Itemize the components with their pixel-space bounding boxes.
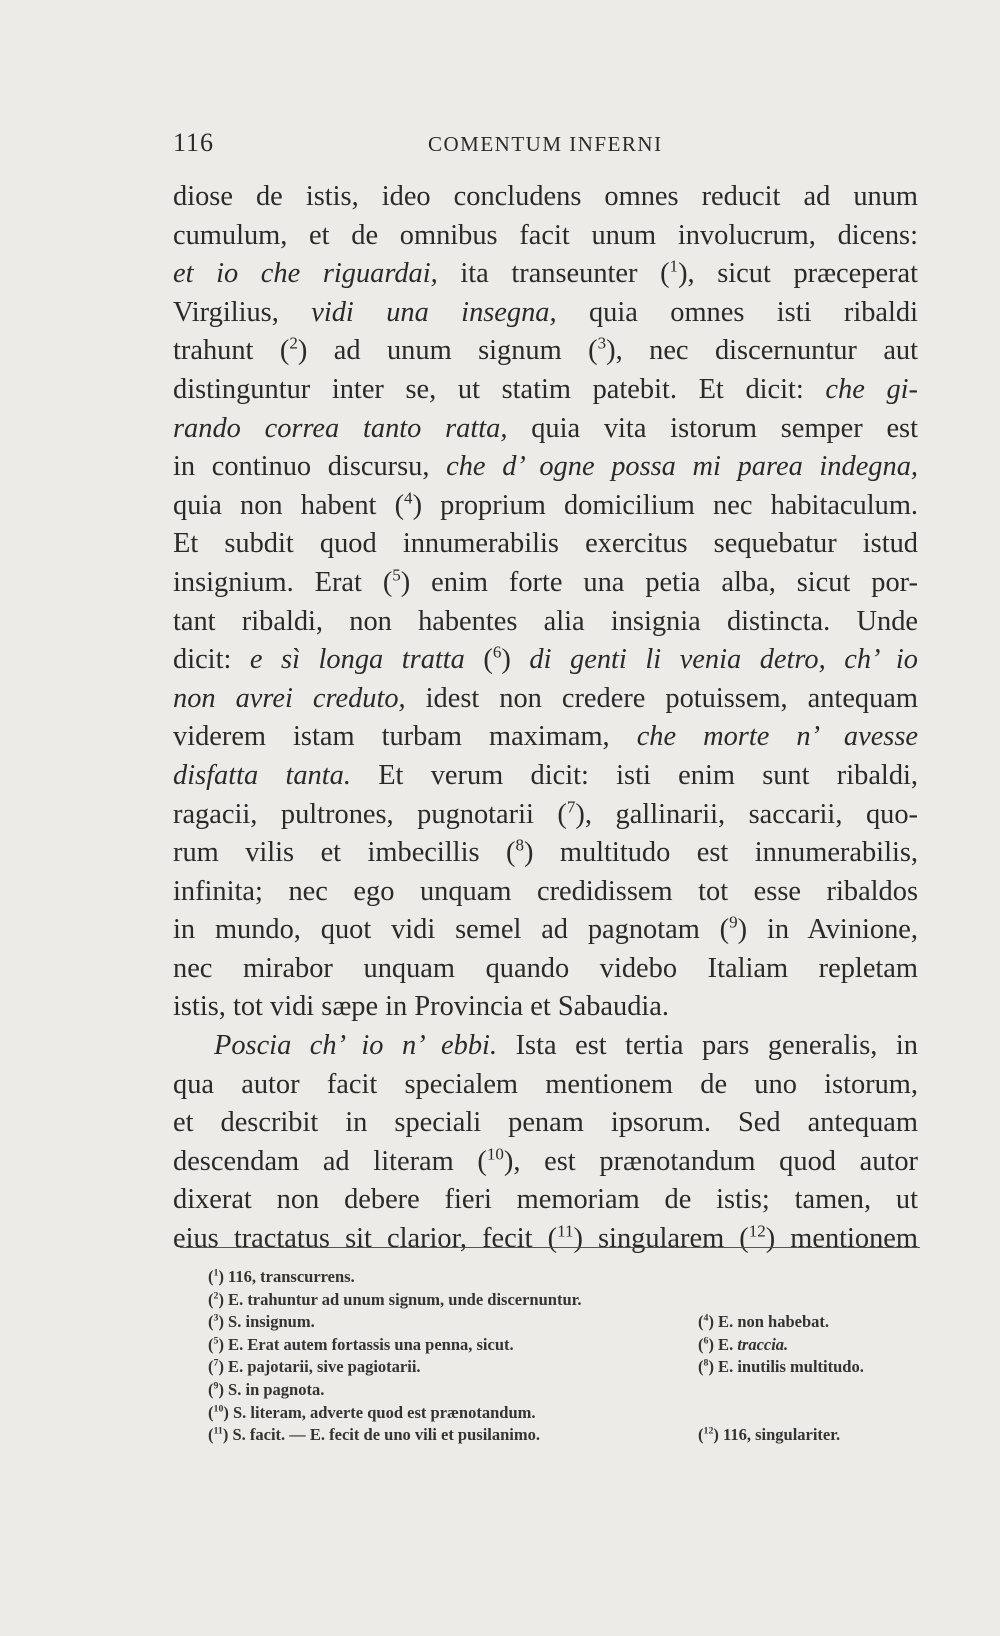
text-line: cumulum, et de omnibus facit unum involucrum, dicens: (173, 219, 918, 251)
text-line: non avrei creduto, idest non credere potuissem, antequam (173, 682, 918, 714)
text-line: descendam ad literam ($^{10}$), est prænotandum quod autor (173, 1144, 918, 1177)
text-line: ragacii, pultrones, pugnotarii ($^7$), gallinarii, saccarii, quo- (173, 797, 919, 830)
footnote-row (208, 1402, 918, 1425)
text-line: istis, tot vidi sæpe in Provincia et Sabaudia. (173, 991, 670, 1023)
footnote-divider (180, 1247, 920, 1248)
text-line: dicit: e sì longa tratta ($^6$) di genti li venia detro, ch’ io (173, 642, 918, 676)
footnote: ($^1$) 116, transcurrens. (208, 1267, 355, 1286)
text-line: insignium. Erat ($^5$) enim forte una petia alba, sicut por- (173, 565, 919, 598)
text-line: in continuo discursu, che d’ ogne possa mi parea indegna, (173, 451, 918, 483)
running-title: COMENTUM INFERNI (428, 132, 663, 156)
text-line: nec mirabor unquam quando videbo Italiam repletam (173, 952, 918, 984)
footnote: ($^8$) E. inutilis multitudo. (698, 1357, 864, 1377)
footnote-row (208, 1334, 918, 1357)
footnote-row (208, 1266, 918, 1289)
text-line: Poscia ch’ io n’ ebbi. Ista est tertia pars generalis, in (214, 1030, 919, 1062)
text-line: Et subdit quod innumerabilis exercitus sequebatur istud (173, 528, 918, 560)
text-line: tant ribaldi, non habentes alia insignia distincta. Unde (173, 605, 918, 637)
footnote: ($^3$) S. insignum. (208, 1312, 315, 1332)
text-line: rum vilis et imbecillis ($^8$) multitudo est innumerabilis, (173, 835, 918, 869)
text-line: trahunt ($^2$) ad unum signum ($^3$), nec discernuntur aut (173, 333, 919, 367)
text-line: eius tractatus sit clarior, fecit ($^{11}$) singularem ($^{12}$) mentionem (173, 1221, 918, 1255)
main-text (173, 178, 918, 1259)
footnote: ($^{11}$) S. facit. — E. fecit de uno vili et pusilanimo. (208, 1425, 541, 1445)
footnote: ($^9$) S. in pagnota. (208, 1379, 325, 1399)
text-line: in mundo, quot vidi semel ad pagnotam ($^9$) in Avinione, (173, 912, 918, 946)
footnote-row (208, 1424, 918, 1447)
text-line: qua autor facit specialem mentionem de uno istorum, (173, 1068, 918, 1100)
page-number: 116 (173, 128, 215, 157)
text-line: disfatta tanta. Et verum dicit: isti enim sunt ribaldi, (173, 759, 918, 791)
text-line: et io che riguardai, ita transeunter ($^1$), sicut præceperat (173, 256, 919, 290)
text-line: infinita; nec ego unquam credidissem tot esse ribaldos (173, 875, 918, 907)
page-header (173, 128, 913, 168)
footnote-row (208, 1379, 918, 1402)
footnote: ($^7$) E. pajotarii, sive pagiotarii. (208, 1357, 421, 1377)
footnote-row (208, 1289, 918, 1312)
text-line: diose de istis, ideo concludens omnes reducit ad unum (173, 181, 918, 212)
footnote-row (208, 1311, 918, 1334)
text-line: distinguntur inter se, ut statim patebit. Et dicit: che gi- (173, 373, 918, 405)
text-line: dixerat non debere fieri memoriam de istis; tamen, ut (173, 1184, 918, 1216)
text-line: et describit in speciali penam ipsorum. Sed antequam (173, 1107, 918, 1139)
text-line: Virgilius, vidi una insegna, quia omnes isti ribaldi (173, 296, 918, 328)
footnote-row (208, 1356, 918, 1379)
text-line: quia non habent ($^4$) proprium domicilium nec habitaculum. (173, 488, 918, 521)
text-line: rando correa tanto ratta, quia vita istorum semper est (173, 412, 918, 444)
footnote: ($^{10}$) S. literam, adverte quod est prænotandum. (208, 1402, 536, 1422)
footnote: ($^{12}$) 116, singulariter. (698, 1425, 841, 1445)
footnote: ($^6$) E. traccia. (698, 1334, 789, 1354)
footnotes (208, 1266, 918, 1447)
footnote: ($^5$) E. Erat autem fortassis una penna, sicut. (208, 1334, 514, 1354)
footnote: ($^2$) E. trahuntur ad unum signum, unde discernuntur. (208, 1289, 582, 1309)
text-line: viderem istam turbam maximam, che morte n’ avesse (173, 721, 918, 753)
footnote: ($^4$) E. non habebat. (698, 1312, 830, 1332)
